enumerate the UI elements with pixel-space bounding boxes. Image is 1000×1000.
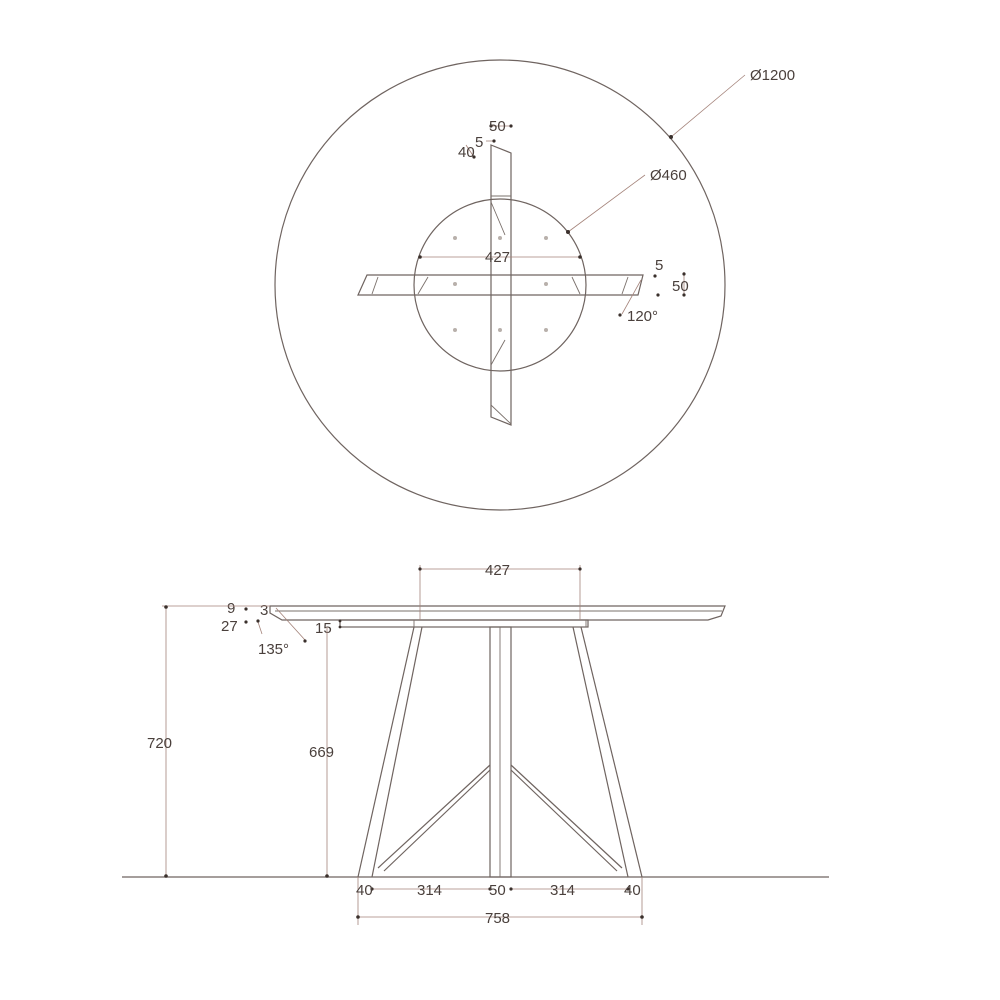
bottom-dim-2: 314 — [417, 882, 443, 899]
leg-horizontal — [358, 275, 643, 295]
leg-horizontal-end — [622, 277, 628, 294]
leg-horizontal-chamfer — [418, 277, 428, 294]
bottom-dim-1: 40 — [356, 882, 373, 899]
tabletop-side — [270, 606, 725, 620]
base-plate-outline — [414, 199, 586, 371]
base-plate-side — [340, 620, 588, 627]
leg-vertical-chamfer — [491, 202, 505, 235]
leg-thickness-label: 50 — [489, 118, 506, 135]
angle-label: 120° — [627, 308, 659, 325]
base-span-label: 427 — [485, 249, 511, 266]
leg-height-label: 669 — [309, 744, 335, 761]
top-view — [275, 60, 795, 510]
right-chamfer-label: 5 — [655, 257, 664, 274]
left-leg-outer — [358, 627, 414, 877]
right-leg-outer — [581, 627, 642, 877]
top-diameter-label: Ø1200 — [750, 67, 796, 84]
plate-thickness-label: 15 — [315, 620, 332, 637]
top-edge-b-label: 3 — [260, 602, 269, 619]
base-diameter-label: Ø460 — [650, 167, 687, 184]
leader-top-diameter — [671, 75, 745, 137]
plate-width-label: 427 — [485, 562, 511, 579]
leg-horizontal-chamfer — [572, 277, 580, 294]
bottom-dim-3: 50 — [489, 882, 506, 899]
right-leg-inner — [573, 627, 628, 877]
leader-base-diameter — [568, 175, 645, 232]
center-leg — [490, 627, 511, 877]
bottom-dim-4: 314 — [550, 882, 576, 899]
base-width-label: 758 — [485, 910, 511, 927]
left-brace — [378, 765, 490, 868]
right-brace — [511, 765, 622, 868]
left-leg-inner — [372, 627, 422, 877]
edge-angle-label: 135° — [258, 641, 290, 658]
total-height-label: 720 — [147, 735, 173, 752]
bottom-dim-5: 40 — [624, 882, 641, 899]
leg-vertical — [491, 145, 511, 425]
leg-chamfer-a-label: 5 — [475, 134, 484, 151]
leg-vertical-chamfer — [491, 340, 505, 365]
leg-chamfer-b-label: 40 — [458, 144, 475, 161]
top-edge-c-label: 27 — [221, 618, 238, 635]
right-thickness-label: 50 — [672, 278, 689, 295]
leg-horizontal-end — [372, 277, 378, 294]
side-view — [122, 562, 829, 927]
top-edge-a-label: 9 — [227, 600, 236, 617]
